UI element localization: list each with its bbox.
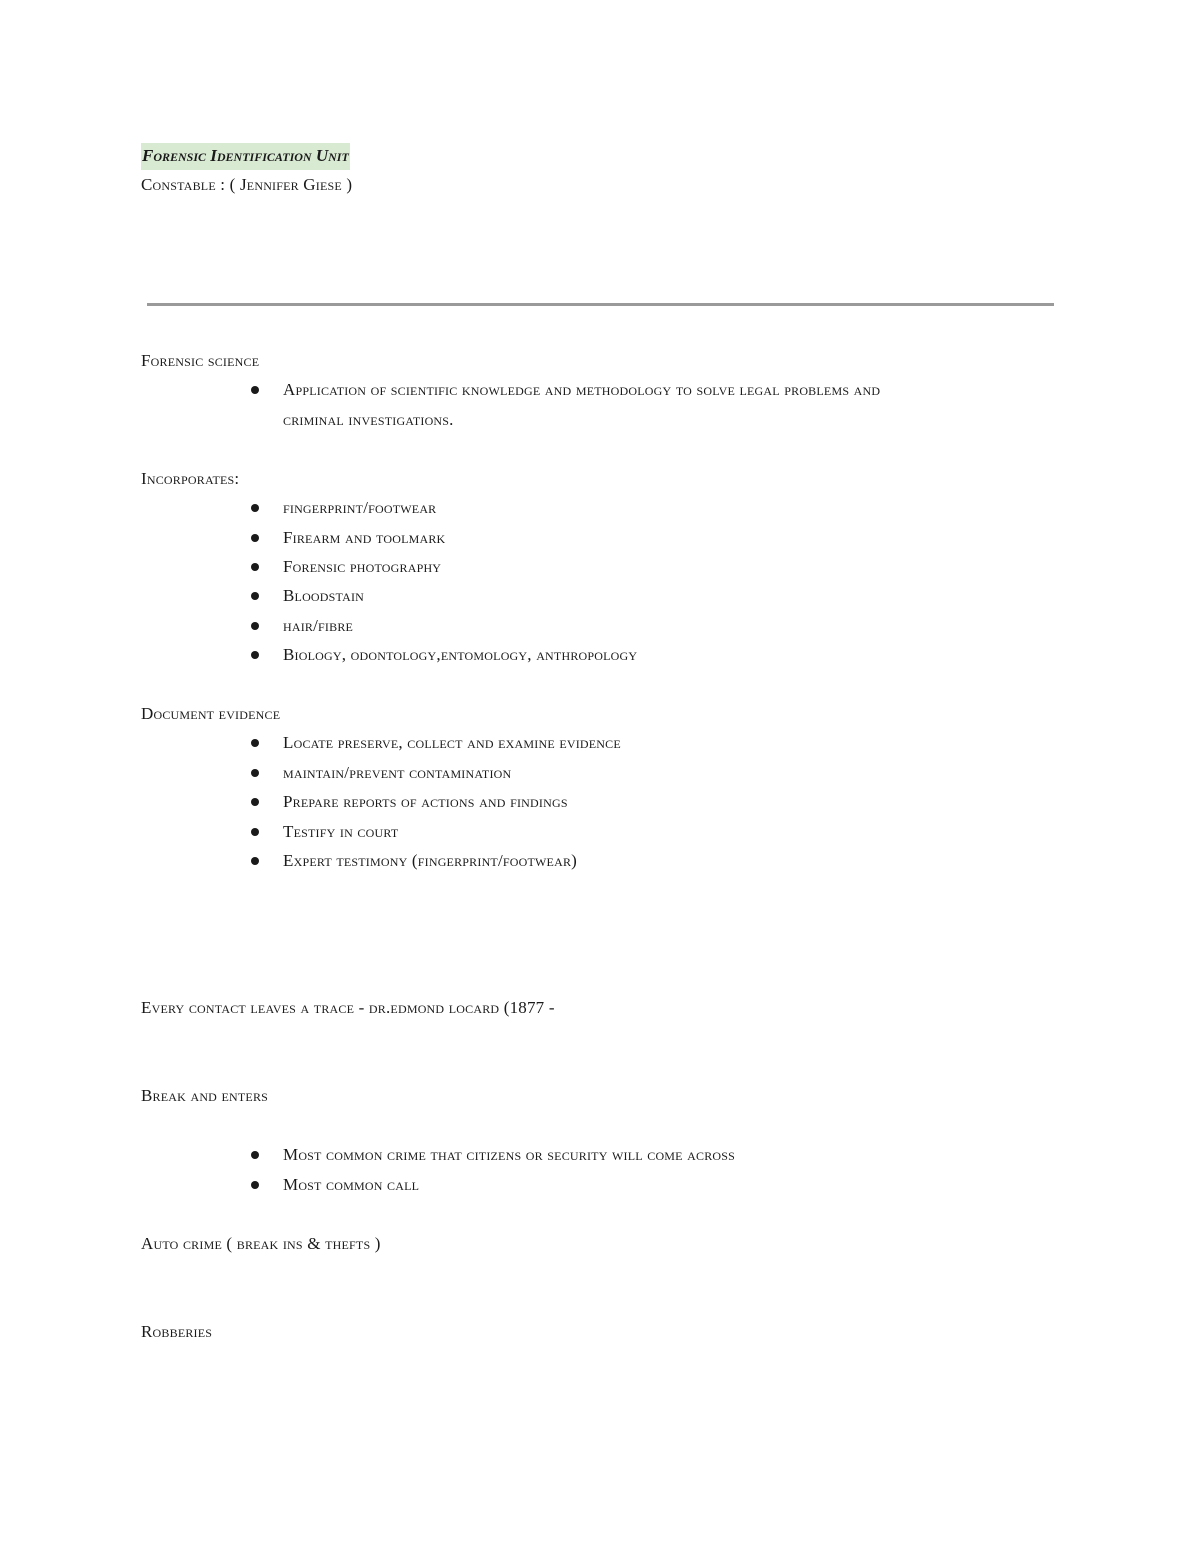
list-item: Application of scientific knowledge and methodology to solve legal problems and	[283, 380, 881, 399]
bullet-icon	[251, 563, 259, 571]
bullet-icon	[251, 798, 259, 806]
bullet-icon	[251, 622, 259, 630]
list-item: Locate preserve, collect and examine evidence	[283, 733, 621, 752]
list-item-continuation: criminal investigations.	[283, 410, 454, 429]
bullet-icon	[251, 739, 259, 747]
bullet-icon	[251, 592, 259, 600]
list-item: Forensic photography	[283, 557, 442, 576]
bullet-icon	[251, 504, 259, 512]
constable-line: Constable : ( Jennifer Giese )	[141, 175, 353, 194]
bullet-icon	[251, 1151, 259, 1159]
bullet-icon	[251, 857, 259, 865]
list-item: Testify in court	[283, 822, 399, 841]
section-heading-incorporates: Incorporates:	[141, 469, 240, 488]
locard-quote: Every contact leaves a trace - dr.edmond locard (1877 -	[141, 998, 555, 1017]
section-heading-document-evidence: Document evidence	[141, 704, 281, 723]
list-item: Prepare reports of actions and findings	[283, 792, 568, 811]
list-item: Biology, odontology,entomology, anthropology	[283, 645, 638, 664]
bullet-icon	[251, 1181, 259, 1189]
section-heading-forensic-science: Forensic science	[141, 351, 260, 370]
section-heading-robberies: Robberies	[141, 1322, 213, 1341]
section-heading-auto-crime: Auto crime ( break ins & thefts )	[141, 1234, 381, 1253]
list-item: Expert testimony (fingerprint/footwear)	[283, 851, 578, 870]
list-item: maintain/prevent contamination	[283, 763, 512, 782]
document-title: Forensic Identification Unit	[141, 143, 350, 170]
bullet-icon	[251, 534, 259, 542]
list-item: Most common crime that citizens or security will come across	[283, 1145, 736, 1164]
list-item: Bloodstain	[283, 586, 365, 605]
bullet-icon	[251, 769, 259, 777]
section-heading-break-and-enters: Break and enters	[141, 1086, 269, 1105]
bullet-icon	[251, 651, 259, 659]
list-item: hair/fibre	[283, 616, 354, 635]
bullet-icon	[251, 386, 259, 394]
list-item: Firearm and toolmark	[283, 528, 446, 547]
bullet-icon	[251, 828, 259, 836]
list-item: Most common call	[283, 1175, 420, 1194]
horizontal-divider	[147, 303, 1054, 306]
list-item: fingerprint/footwear	[283, 498, 437, 517]
